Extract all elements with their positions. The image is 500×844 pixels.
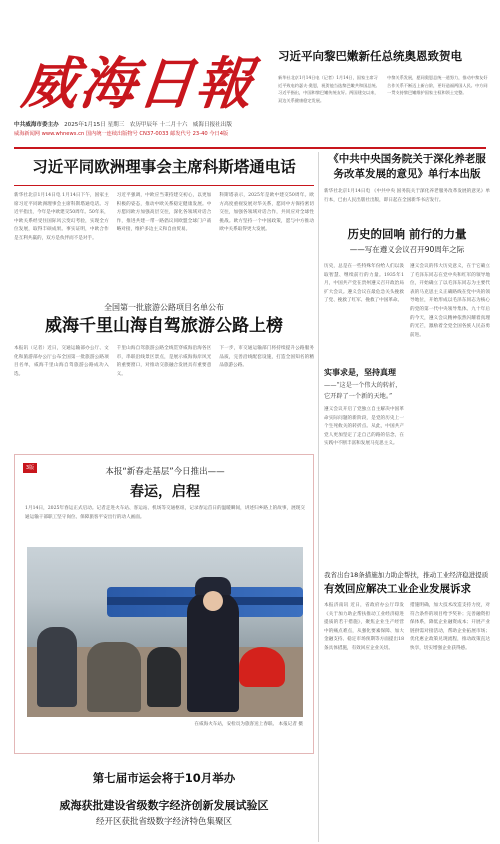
feature-photo (27, 547, 303, 717)
left-column (14, 152, 314, 425)
article-text-column: 措施明确，加大技术改造支持力度，对符合条件的项目给予奖补；完善融资担保体系，降低企业融资成本；开展产业链供需对接活动，帮助企业拓展市场；优化惠企政策兑现流程，推动政策直达快享，切实增强企业获得感。 (410, 603, 490, 651)
article-text-column: 科斯塔表示，2025年是欧中建交50周年。欧方高度重视发展对华关系，愿同中方保持密切交往，加强各领域对话合作，共同应对全球性挑战。欧方坚持一个中国政策，愿与中方推动欧中关系取得更大发展。 (219, 193, 315, 233)
right-column (324, 152, 490, 651)
lunar-date: 农历甲辰年 十二月十六 (129, 122, 188, 128)
kicker-tourism-roads: 全国第一批旅游公路项目名单公布 (104, 303, 224, 312)
article-text-column: 遵义会议开启了党独立自主解决中国革命实际问题的新阶段，是党的历史上一个生死攸关的转折点。从此，中国共产党人更加坚定了走自己的路的信念，在实践中不断丰富和发展马克思主义。 (324, 407, 404, 447)
masthead (0, 0, 500, 120)
article-body (324, 602, 490, 844)
traveler-figure (147, 647, 181, 707)
headline-elderly-care-opinion[interactable]: 《中共中央国务院关于深化养老服务改革发展的意见》单行本出版 (328, 153, 486, 180)
article-column (324, 263, 404, 553)
article-body (14, 345, 314, 425)
article-text-column: 习近平强调，中欧应当秉持建交初心，以更加积极的姿态，推动中欧关系稳定健康发展。中方愿同欧方加强高层交往，深化各领域对话合作，推进共建一带一路倡议同欧盟全球门户战略对接，维护多边主义和自由贸易。 (116, 193, 212, 233)
lead-text-column: 新华社北京1月14日电（记者）1月14日，国家主席习近平致电约瑟夫·奥恩，祝贺他当选黎巴嫩共和国总统。习近平指出，中国和黎巴嫩传统友好。两国建交以来，双边关系健康稳定发展。 (278, 75, 380, 103)
feature-title[interactable]: 春运，启程 (130, 484, 200, 500)
masthead-rule (14, 147, 486, 149)
article-text: 新华社北京1月14日电 《中共中央 国务院关于深化养老服务改革发展的意见》单行本，已由人民出版社出版，即日起在全国新华书店发行。 (324, 189, 490, 203)
column-divider (318, 152, 319, 842)
officer-face (203, 591, 223, 611)
article-text-column: 本报济南讯 近日，省政府办公厅印发《关于加力助企帮扶推动工业经济稳进提质的若干措施》，聚焦企业生产经营中的痛点难点，从强化要素保障、加大金融支持、稳定市场预期等方面提出18条具体措施，有效回应企业关切。 (324, 603, 404, 651)
subheadline-zunyi: ——写在遵义会议召开90周年之际 (349, 245, 465, 254)
article-text-column: 遵义会议的伟大历史意义，在于它确立了毛泽东同志在党中央和红军的领导地位，开始确立了以毛泽东同志为主要代表的马克思主义正确路线在党中央的领导地位，开始形成以毛泽东同志为核心的党的第一代中央领导集体。九十年后的今天，遵义会议精神依然闪耀着真理的光芒，激励着全党全国各族人民奋勇前进。 (410, 264, 490, 338)
feature-spring-festival-travel[interactable] (14, 454, 314, 754)
issue-info (14, 121, 494, 130)
headline-tourism-road[interactable]: 威海千里山海自驾旅游公路上榜 (45, 316, 283, 336)
article-text-column: 新华社北京1月14日电 1月14日下午，国家主席习近平同欧洲理事会主席科斯塔通电话。习近平指出，今年是中欧建交50周年。50年来，中欧关系经受住国际风云变幻考验，实现全方位发展，取得丰硕成果。事实证明，中欧合作是互利共赢的，双方是伙伴而不是对手。 (14, 193, 109, 241)
article-body (324, 263, 490, 553)
subheadline-digital-cluster: 经开区获批省级数字经济特色集聚区 (95, 817, 232, 827)
lead-headline[interactable]: 习近平向黎巴嫩新任总统奥恩致贺电 (278, 49, 462, 63)
headline-xi-costa-call[interactable]: 习近平同欧洲理事会主席科斯塔通电话 (14, 152, 314, 186)
lead-story[interactable] (278, 48, 490, 118)
traveler-figure (87, 642, 141, 712)
masthead-info-bar (14, 121, 494, 145)
pull-quote: ——“这是一个伟大的转折，它开辟了一个新的天地。” (324, 382, 402, 400)
article-text-column: 历史，总是在一些特殊年份给人们以汲取智慧、继续前行的力量。1935年1月，中国共产党在贵州遵义召开政治局扩大会议。遵义会议在最危急关头挽救了党、挽救了红军、挽救了中国革命。 (324, 264, 404, 304)
article-text-column: 千里山海自驾旅游公路全线贯穿威海沿海各区市，串联沿线景区景点，是展示威海海岸风光的重要窗口，对推动交旅融合发展具有重要意义。 (116, 346, 212, 377)
subhead: 实事求是，坚持真理 (324, 368, 396, 377)
lead-text-column: 中黎关系发展，愿同奥恩总统一道努力，推动中黎友好合作关系不断迈上新台阶，更好造福两国人民。中方同一贯支持黎巴嫩维护国家主权和领土完整。 (387, 75, 488, 95)
publisher: 中共威海市委主办 (14, 122, 59, 128)
article-text-column: 本报讯（记者）近日，交通运输部办公厅、文化和旅游部办公厅公布全国第一批旅游公路项目名单，威海千里山海自驾旅游公路成功入选。 (14, 346, 109, 377)
headline-industry-support[interactable]: 有效回应解决工业企业发展诉求 (324, 583, 471, 595)
photo-caption: 在威海火车站，安检员为旅客送上春联。 本报记者 摄 (194, 722, 303, 727)
publisher-org: 威海日报社出版 (192, 122, 232, 128)
kicker-industry: 我省出台18条措施加力助企帮扶，推动工业经济稳进提质 (324, 571, 489, 579)
red-couplet-fan (239, 647, 285, 687)
publication-codes: 威海新闻网 www.whnews.cn 国内统一连续出版物号 CN37-0033 邮发代号 23-40 今日4版 (14, 131, 229, 137)
article-text-column: 下一步，市交通运输部门将持续提升公路服务品质，完善沿线配套设施，打造全国知名的精品旅游公路。 (219, 346, 315, 369)
headline-zunyi-meeting[interactable]: 历史的回响 前行的力量 (347, 227, 467, 241)
issue-date: 2025年1月15日 星期三 (64, 122, 125, 128)
article-body (14, 192, 314, 290)
feature-kicker: 本报“新春走基层”今日推出—— (105, 467, 225, 477)
page-tag: 3版 (23, 463, 37, 473)
headline-digital-economy-zone[interactable]: 威海获批建设省级数字经济创新发展试验区 (59, 799, 269, 812)
headline-city-games[interactable]: 第七届市运会将于10月举办 (92, 771, 236, 785)
traveler-figure (37, 627, 77, 707)
feature-body: 1月14日，2025年春运正式启动。记者走进火车站、客运站、机场等交通枢纽，记录春运首日的温暖瞬间，讲述归乡路上的故事，展现交通运输干部职工坚守岗位、保障旅客平安出行的动人画面。 (25, 506, 305, 520)
industry-article (324, 570, 490, 844)
article-column (410, 263, 490, 553)
newspaper-logo: 威海日報 (18, 51, 258, 117)
